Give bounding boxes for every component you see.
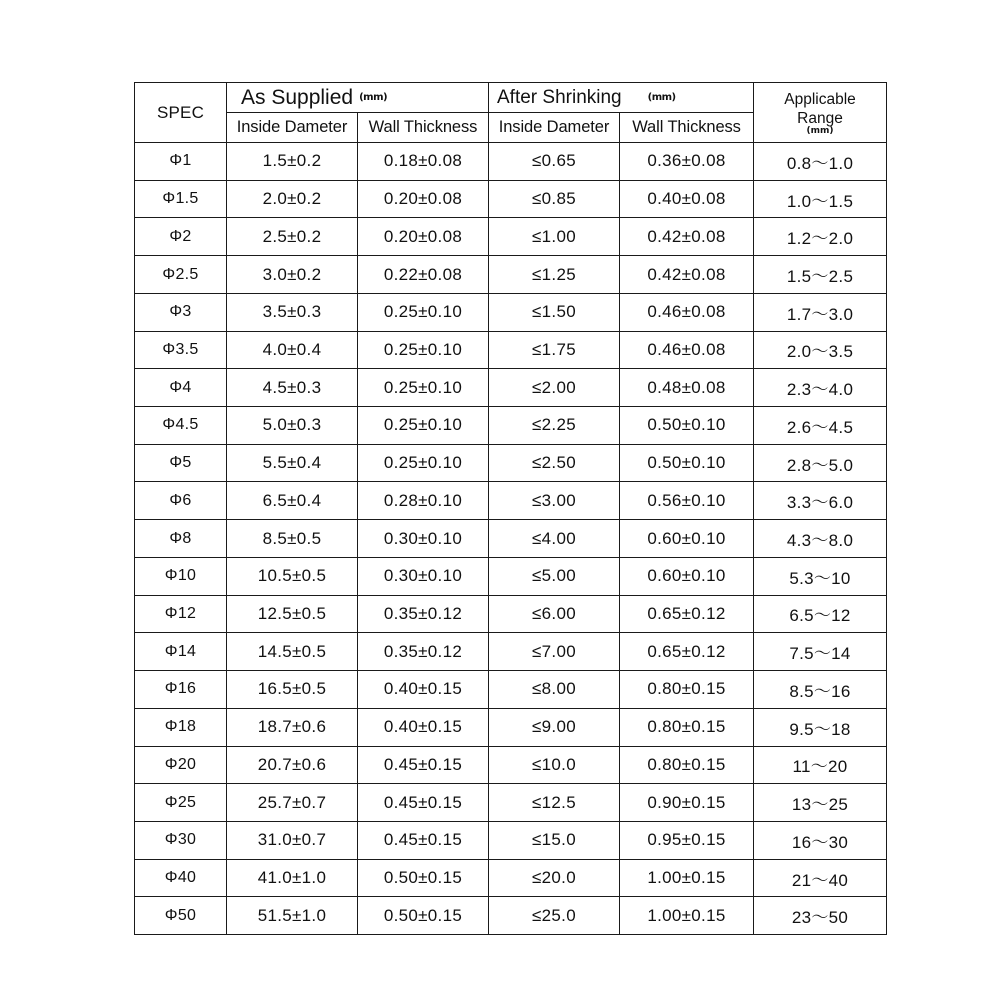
applicable-range-cell: 7.5～14: [754, 633, 887, 671]
supplied-inside-diameter-cell: 5.5±0.4: [227, 444, 358, 482]
table-row: [135, 708, 887, 746]
applicable-range-cell: 13～25: [754, 784, 887, 822]
shrunk-inside-diameter-cell: ≤25.0: [489, 897, 620, 935]
spec-cell: Φ40: [135, 859, 227, 897]
supplied-wall-thickness-cell: 0.25±0.10: [358, 331, 489, 369]
supplied-inside-diameter-cell: 14.5±0.5: [227, 633, 358, 671]
supplied-wall-thickness-cell: 0.35±0.12: [358, 595, 489, 633]
supplied-wall-thickness-cell: 0.30±0.10: [358, 557, 489, 595]
spec-cell: Φ30: [135, 821, 227, 859]
applicable-range-cell: 2.8～5.0: [754, 444, 887, 482]
supplied-wall-thickness-cell: 0.25±0.10: [358, 369, 489, 407]
shrunk-inside-diameter-cell: ≤3.00: [489, 482, 620, 520]
supplied-wall-thickness-cell: 0.30±0.10: [358, 520, 489, 558]
applicable-range-line2: Range: [797, 109, 843, 127]
supplied-inside-diameter-cell: 41.0±1.0: [227, 859, 358, 897]
applicable-range-cell: 16～30: [754, 821, 887, 859]
shrunk-wall-thickness-cell: 0.40±0.08: [620, 180, 754, 218]
applicable-range-cell: 2.6～4.5: [754, 407, 887, 445]
spec-cell: Φ14: [135, 633, 227, 671]
shrunk-wall-thickness-cell: 0.80±0.15: [620, 708, 754, 746]
spec-table: [134, 82, 887, 935]
table-row: [135, 143, 887, 181]
spec-cell: Φ18: [135, 708, 227, 746]
shrunk-wall-thickness-cell: 1.00±0.15: [620, 859, 754, 897]
table-row: [135, 595, 887, 633]
shrunk-wall-thickness-cell: 0.60±0.10: [620, 557, 754, 595]
table-row: [135, 218, 887, 256]
supplied-wall-thickness-cell: 0.22±0.08: [358, 256, 489, 294]
supplied-wall-thickness-cell: 0.18±0.08: [358, 143, 489, 181]
applicable-range-cell: 1.0～1.5: [754, 180, 887, 218]
supplied-wall-thickness-cell: 0.20±0.08: [358, 180, 489, 218]
applicable-range-cell: 8.5～16: [754, 671, 887, 709]
spec-cell: Φ4.5: [135, 407, 227, 445]
spec-cell: Φ25: [135, 784, 227, 822]
shrunk-wall-thickness-cell: 0.48±0.08: [620, 369, 754, 407]
table-row: [135, 897, 887, 935]
applicable-range-header: [754, 83, 887, 143]
applicable-range-cell: 1.2～2.0: [754, 218, 887, 256]
as-supplied-title: As Supplied: [241, 85, 354, 109]
shrunk-inside-diameter-cell: ≤0.85: [489, 180, 620, 218]
shrunk-wall-thickness-cell: 0.36±0.08: [620, 143, 754, 181]
applicable-range-cell: 0.8～1.0: [754, 143, 887, 181]
applicable-range-cell: 3.3～6.0: [754, 482, 887, 520]
applicable-range-cell: 2.0～3.5: [754, 331, 887, 369]
shrunk-inside-diameter-cell: ≤9.00: [489, 708, 620, 746]
applicable-range-line1: Applicable: [784, 90, 856, 108]
shrunk-inside-diameter-cell: ≤2.00: [489, 369, 620, 407]
applicable-range-cell: 1.5～2.5: [754, 256, 887, 294]
applicable-range-cell: 9.5～18: [754, 708, 887, 746]
column-header-shrunk-inside-diameter: Inside Dameter: [489, 113, 620, 143]
supplied-wall-thickness-cell: 0.45±0.15: [358, 746, 489, 784]
table-row: [135, 784, 887, 822]
shrunk-inside-diameter-cell: ≤10.0: [489, 746, 620, 784]
supplied-inside-diameter-cell: 4.5±0.3: [227, 369, 358, 407]
shrunk-wall-thickness-cell: 0.56±0.10: [620, 482, 754, 520]
shrunk-wall-thickness-cell: 0.95±0.15: [620, 821, 754, 859]
shrunk-wall-thickness-cell: 0.50±0.10: [620, 444, 754, 482]
table-row: [135, 482, 887, 520]
shrunk-inside-diameter-cell: ≤0.65: [489, 143, 620, 181]
supplied-inside-diameter-cell: 20.7±0.6: [227, 746, 358, 784]
shrunk-wall-thickness-cell: 0.80±0.15: [620, 671, 754, 709]
supplied-inside-diameter-cell: 1.5±0.2: [227, 143, 358, 181]
table-row: [135, 331, 887, 369]
supplied-inside-diameter-cell: 25.7±0.7: [227, 784, 358, 822]
table-row: [135, 520, 887, 558]
supplied-wall-thickness-cell: 0.28±0.10: [358, 482, 489, 520]
table-row: [135, 821, 887, 859]
supplied-inside-diameter-cell: 2.5±0.2: [227, 218, 358, 256]
shrunk-inside-diameter-cell: ≤8.00: [489, 671, 620, 709]
table-row: [135, 180, 887, 218]
shrunk-inside-diameter-cell: ≤15.0: [489, 821, 620, 859]
spec-cell: Φ1: [135, 143, 227, 181]
supplied-inside-diameter-cell: 31.0±0.7: [227, 821, 358, 859]
shrunk-wall-thickness-cell: 0.46±0.08: [620, 331, 754, 369]
spec-cell: Φ2: [135, 218, 227, 256]
supplied-inside-diameter-cell: 16.5±0.5: [227, 671, 358, 709]
spec-cell: Φ3: [135, 293, 227, 331]
table-body: [135, 143, 887, 935]
shrunk-inside-diameter-cell: ≤4.00: [489, 520, 620, 558]
applicable-range-cell: 4.3～8.0: [754, 520, 887, 558]
table-header: [135, 83, 887, 143]
spec-header: SPEC: [135, 83, 227, 143]
spec-cell: Φ2.5: [135, 256, 227, 294]
shrunk-wall-thickness-cell: 0.65±0.12: [620, 595, 754, 633]
table-row: [135, 859, 887, 897]
shrunk-wall-thickness-cell: 0.80±0.15: [620, 746, 754, 784]
header-row-groups: [135, 83, 887, 113]
supplied-inside-diameter-cell: 51.5±1.0: [227, 897, 358, 935]
supplied-wall-thickness-cell: 0.25±0.10: [358, 293, 489, 331]
supplied-inside-diameter-cell: 6.5±0.4: [227, 482, 358, 520]
shrunk-inside-diameter-cell: ≤1.75: [489, 331, 620, 369]
supplied-inside-diameter-cell: 4.0±0.4: [227, 331, 358, 369]
supplied-wall-thickness-cell: 0.45±0.15: [358, 821, 489, 859]
supplied-inside-diameter-cell: 3.5±0.3: [227, 293, 358, 331]
shrunk-wall-thickness-cell: 0.42±0.08: [620, 256, 754, 294]
supplied-wall-thickness-cell: 0.45±0.15: [358, 784, 489, 822]
after-shrinking-title: After Shrinking: [497, 86, 622, 108]
supplied-inside-diameter-cell: 3.0±0.2: [227, 256, 358, 294]
spec-cell: Φ20: [135, 746, 227, 784]
shrunk-wall-thickness-cell: 0.50±0.10: [620, 407, 754, 445]
spec-cell: Φ12: [135, 595, 227, 633]
applicable-range-cell: 23～50: [754, 897, 887, 935]
applicable-range-unit: (mm): [806, 125, 834, 136]
table-row: [135, 671, 887, 709]
table-row: [135, 407, 887, 445]
supplied-inside-diameter-cell: 5.0±0.3: [227, 407, 358, 445]
applicable-range-cell: 21～40: [754, 859, 887, 897]
spec-cell: Φ6: [135, 482, 227, 520]
table-row: [135, 746, 887, 784]
spec-cell: Φ50: [135, 897, 227, 935]
shrunk-inside-diameter-cell: ≤7.00: [489, 633, 620, 671]
supplied-inside-diameter-cell: 18.7±0.6: [227, 708, 358, 746]
column-header-supplied-inside-diameter: Inside Dameter: [227, 113, 358, 143]
shrunk-inside-diameter-cell: ≤2.25: [489, 407, 620, 445]
spec-cell: Φ8: [135, 520, 227, 558]
column-header-shrunk-wall-thickness: Wall Thickness: [620, 113, 754, 143]
after-shrinking-header: [489, 83, 754, 113]
shrunk-wall-thickness-cell: 1.00±0.15: [620, 897, 754, 935]
shrunk-inside-diameter-cell: ≤1.00: [489, 218, 620, 256]
shrunk-wall-thickness-cell: 0.90±0.15: [620, 784, 754, 822]
supplied-inside-diameter-cell: 8.5±0.5: [227, 520, 358, 558]
shrunk-inside-diameter-cell: ≤20.0: [489, 859, 620, 897]
supplied-wall-thickness-cell: 0.25±0.10: [358, 407, 489, 445]
shrunk-wall-thickness-cell: 0.42±0.08: [620, 218, 754, 256]
table-row: [135, 256, 887, 294]
applicable-range-cell: 1.7～3.0: [754, 293, 887, 331]
supplied-wall-thickness-cell: 0.50±0.15: [358, 897, 489, 935]
table-row: [135, 633, 887, 671]
table-row: [135, 557, 887, 595]
shrunk-inside-diameter-cell: ≤1.25: [489, 256, 620, 294]
shrunk-inside-diameter-cell: ≤12.5: [489, 784, 620, 822]
shrunk-inside-diameter-cell: ≤2.50: [489, 444, 620, 482]
shrunk-inside-diameter-cell: ≤1.50: [489, 293, 620, 331]
applicable-range-cell: 2.3～4.0: [754, 369, 887, 407]
spec-cell: Φ10: [135, 557, 227, 595]
supplied-inside-diameter-cell: 10.5±0.5: [227, 557, 358, 595]
table-row: [135, 444, 887, 482]
shrunk-inside-diameter-cell: ≤5.00: [489, 557, 620, 595]
supplied-wall-thickness-cell: 0.40±0.15: [358, 671, 489, 709]
supplied-inside-diameter-cell: 2.0±0.2: [227, 180, 358, 218]
shrunk-inside-diameter-cell: ≤6.00: [489, 595, 620, 633]
supplied-wall-thickness-cell: 0.35±0.12: [358, 633, 489, 671]
table-row: [135, 293, 887, 331]
after-shrinking-unit: (mm): [647, 91, 676, 103]
spec-cell: Φ3.5: [135, 331, 227, 369]
as-supplied-header: [227, 83, 489, 113]
spec-cell: Φ1.5: [135, 180, 227, 218]
shrunk-wall-thickness-cell: 0.60±0.10: [620, 520, 754, 558]
supplied-inside-diameter-cell: 12.5±0.5: [227, 595, 358, 633]
supplied-wall-thickness-cell: 0.50±0.15: [358, 859, 489, 897]
shrunk-wall-thickness-cell: 0.46±0.08: [620, 293, 754, 331]
supplied-wall-thickness-cell: 0.20±0.08: [358, 218, 489, 256]
supplied-wall-thickness-cell: 0.25±0.10: [358, 444, 489, 482]
as-supplied-unit: (mm): [359, 92, 388, 104]
spec-cell: Φ5: [135, 444, 227, 482]
applicable-range-cell: 5.3～10: [754, 557, 887, 595]
column-header-supplied-wall-thickness: Wall Thickness: [358, 113, 489, 143]
applicable-range-cell: 11～20: [754, 746, 887, 784]
applicable-range-cell: 6.5～12: [754, 595, 887, 633]
shrunk-wall-thickness-cell: 0.65±0.12: [620, 633, 754, 671]
supplied-wall-thickness-cell: 0.40±0.15: [358, 708, 489, 746]
table-row: [135, 369, 887, 407]
spec-cell: Φ4: [135, 369, 227, 407]
spec-cell: Φ16: [135, 671, 227, 709]
